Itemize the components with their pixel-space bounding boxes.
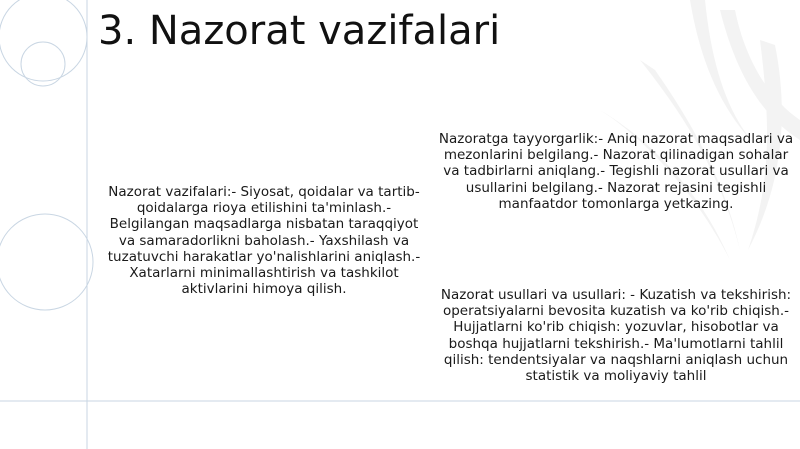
right-top-text-block: Nazoratga tayyorgarlik:- Aniq nazorat maqsadlari va mezonlarini belgilang.- Nazorat qilinadigan sohalar va tadbirlarni aniqlang.- Tegishli nazorat usullari va usullarini belgilang.- Nazorat rejasini tegishli manfaatdor tomonlarga yetkazing.	[438, 131, 794, 212]
deco-circle-large	[0, 0, 87, 81]
leaf-watermark-icon	[600, 0, 800, 260]
right-bottom-text-block: Nazorat usullari va usullari: - Kuzatish va tekshirish: operatsiyalarni bevosita kuzatish va ko'rib chiqish.- Hujjatlarni ko'rib chiqish: yozuvlar, hisobotlar va boshqa hujjatlarni tekshirish.- Ma'lumotlarni tahlil qilish: tendentsiyalar va naqshlarni aniqlash uchun statistik va moliyaviy tahlil	[440, 287, 792, 385]
deco-circle-bottom	[0, 214, 93, 310]
slide-title: 3. Nazorat vazifalari	[98, 8, 501, 54]
deco-circle-small	[21, 42, 65, 86]
left-text-block: Nazorat vazifalari:- Siyosat, qoidalar va tartib-qoidalarga rioya etilishini ta'minlash.- Belgilangan maqsadlarga nisbatan taraqqiyot va samaradorlikni baholash.- Yaxshilash va tuzatuvchi harakatlar yo'nalishlarini aniqlash.- Xatarlarni minimallashtirish va tashkilot aktivlarini himoya qilish.	[107, 184, 421, 298]
